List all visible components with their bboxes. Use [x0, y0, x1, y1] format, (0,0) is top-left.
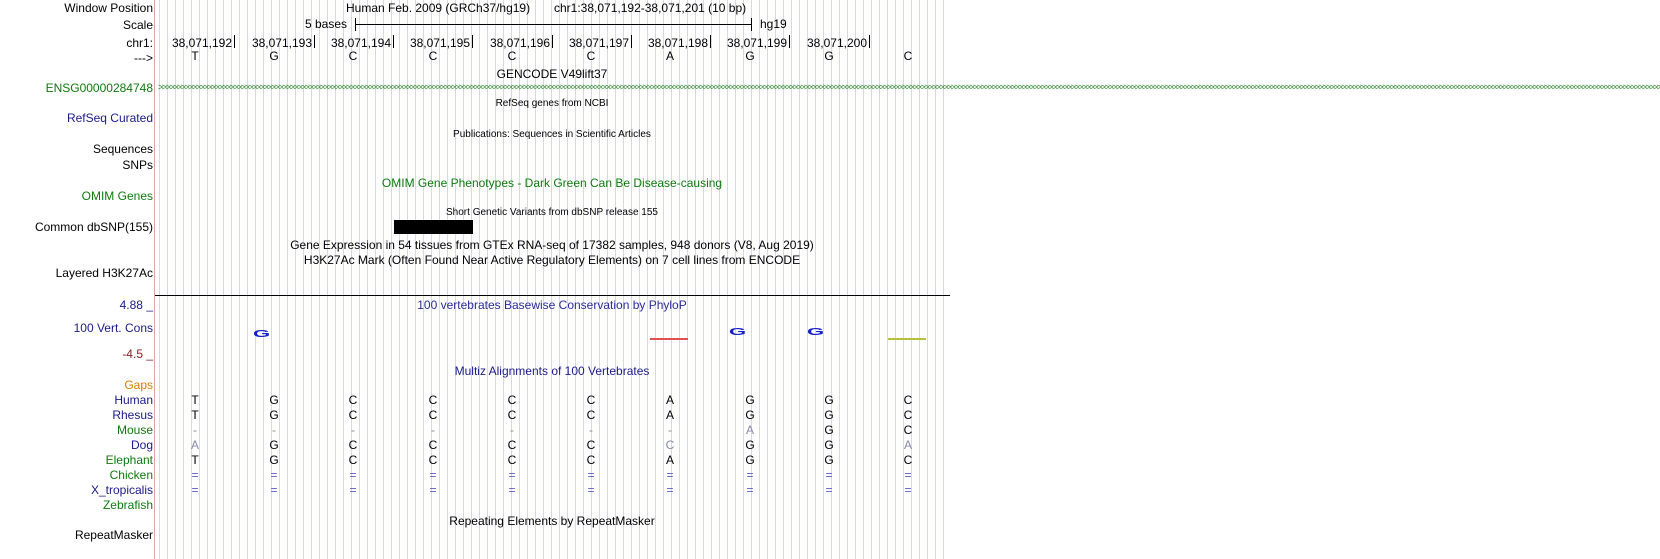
reference-base: G: [269, 49, 279, 63]
alignment-base: C: [507, 408, 517, 422]
gtex-track-title: Gene Expression in 54 tissues from GTEx RNA-seq of 17382 samples, 948 donors (V8, Aug 2019): [290, 238, 814, 252]
alignment-base: -: [668, 423, 672, 437]
scale-label: Scale: [122, 18, 153, 32]
alignment-base: C: [903, 423, 913, 437]
alignment-base: =: [508, 468, 516, 482]
alignment-base: =: [746, 468, 754, 482]
ruler-coordinate: 38,071,193: [251, 36, 312, 50]
alignment-base: -: [193, 423, 197, 437]
alignment-base: A: [665, 408, 674, 422]
label-divider: [154, 0, 155, 559]
sequences-label[interactable]: Sequences: [92, 142, 153, 156]
alignment-base: G: [824, 453, 834, 467]
alignment-base: =: [429, 468, 437, 482]
alignment-base: C: [348, 438, 358, 452]
repeatmasker-track-title: Repeating Elements by RepeatMasker: [449, 514, 655, 528]
alignment-base: -: [351, 423, 355, 437]
alignment-base: =: [825, 468, 833, 482]
snps-label[interactable]: SNPs: [122, 158, 153, 172]
ruler-coordinate: 38,071,195: [409, 36, 470, 50]
gencode-track-title: GENCODE V49lift37: [496, 67, 608, 81]
alignment-base: =: [587, 468, 595, 482]
publications-track-title: Publications: Sequences in Scientific Articles: [453, 129, 651, 140]
alignment-base: C: [586, 438, 596, 452]
ruler-tick: [552, 35, 553, 48]
position-title: chr1:38,071,192-38,071,201 (10 bp): [554, 1, 747, 15]
refseq-curated-label[interactable]: RefSeq Curated: [66, 111, 153, 125]
assembly-title: Human Feb. 2009 (GRCh37/hg19): [346, 1, 531, 15]
alignment-base: =: [587, 483, 595, 497]
alignment-base: C: [348, 408, 358, 422]
species-label-rhesus[interactable]: Rhesus: [112, 408, 153, 422]
alignment-base: =: [429, 483, 437, 497]
alignment-base: A: [665, 453, 674, 467]
alignment-base: =: [191, 483, 199, 497]
ruler-tick: [234, 35, 235, 48]
alignment-base: C: [348, 453, 358, 467]
conservation-low-mark: [888, 338, 926, 340]
ruler-coordinate: 38,071,199: [726, 36, 787, 50]
alignment-base: =: [666, 468, 674, 482]
reference-base: A: [665, 49, 674, 63]
alignment-base: =: [191, 468, 199, 482]
species-label-x-tropicalis[interactable]: X_tropicalis: [90, 483, 153, 497]
ruler-tick: [710, 35, 711, 48]
species-label-mouse[interactable]: Mouse: [116, 423, 153, 437]
cons-max-label: 4.88 _: [119, 298, 153, 312]
alignment-base: C: [903, 393, 913, 407]
scale-db-text: hg19: [760, 17, 787, 31]
dbsnp-variant[interactable]: [394, 220, 473, 234]
alignment-base: =: [904, 483, 912, 497]
repeatmasker-label[interactable]: RepeatMasker: [74, 528, 153, 542]
reference-base: G: [824, 49, 834, 63]
alignment-base: G: [745, 408, 755, 422]
multiz-track-title: Multiz Alignments of 100 Vertebrates: [454, 364, 650, 378]
alignment-base: =: [825, 483, 833, 497]
ruler-tick: [789, 35, 790, 48]
alignment-base: A: [190, 438, 199, 452]
ruler-tick: [631, 35, 632, 48]
cons-min-label: -4.5 _: [122, 347, 153, 361]
window-position-label: Window Position: [64, 1, 153, 15]
alignment-base: T: [191, 408, 199, 422]
alignment-base: G: [824, 408, 834, 422]
conservation-axis-line: [155, 295, 950, 296]
alignment-base: G: [269, 393, 279, 407]
alignment-base: C: [903, 408, 913, 422]
alignment-base: C: [428, 393, 438, 407]
alignment-base: =: [349, 483, 357, 497]
reference-base: C: [507, 49, 517, 63]
scale-bases-text: 5 bases: [305, 17, 348, 31]
refseq-track-title: RefSeq genes from NCBI: [495, 98, 609, 109]
gencode-gene-feature[interactable]: >>>>>>>>>>>>>>>>>>>>>>>>>>>>>>>>>>>>>>>>>>>>>>>>>>>>>>>>>>>>>>>>>>>>>>>>>>>>>>>>>>>>>>>>>>>>>>>>>>>>>>>>>>>>>>>>>>>>>>>>>>>>>>>>>>>>>>>>>>>>>>>>>>>>>>>>>>>>>>>>>>>>>>>>>>>>>>>>>>>>>>>>>>>>>>>>>>>>>>>>>>>>>>>>>>>>>>>>>>>>>>>>>>>>>>>>>>>>>>>>>>>>>>>>>>>>>>>>>>>>>>>>>>>>>>>>>>>>>>>>>>>>>>>>>>>>>>>>>>>>>>>>>>>>>>>>>>>>>>>>>>>>>>>>>>>>>>>>>>>>>>>>>>>>>>>>>>>>>>>>>>>>>>>>>>>>>>>>>>>>>>>>>>>>>>>>>>>>>>>>: [158, 82, 1660, 92]
alignment-base: C: [586, 453, 596, 467]
gaps-label: Gaps: [124, 378, 153, 392]
conservation-low-mark: [650, 338, 688, 340]
ruler-tick: [393, 35, 394, 48]
vert-cons-label[interactable]: 100 Vert. Cons: [73, 321, 153, 335]
alignment-base: G: [745, 453, 755, 467]
ruler-tick: [472, 35, 473, 48]
h3k27ac-track-title: H3K27Ac Mark (Often Found Near Active Regulatory Elements) on 7 cell lines from ENCODE: [303, 253, 801, 267]
conservation-logo-g: G: [253, 328, 271, 340]
alignment-base: C: [428, 408, 438, 422]
strand-arrow-label: --->: [134, 51, 153, 65]
ruler-coordinate: 38,071,194: [330, 36, 391, 50]
scale-bar-right-tick: [751, 18, 752, 31]
alignment-base: G: [745, 438, 755, 452]
alignment-base: C: [348, 393, 358, 407]
alignment-base: C: [665, 438, 675, 452]
alignment-base: -: [272, 423, 276, 437]
ruler-tick: [314, 35, 315, 48]
alignment-base: =: [904, 468, 912, 482]
ruler-coordinate: 38,071,197: [568, 36, 629, 50]
alignment-base: T: [191, 453, 199, 467]
alignment-base: -: [431, 423, 435, 437]
ruler-coordinate: 38,071,198: [647, 36, 708, 50]
omim-genes-label[interactable]: OMIM Genes: [81, 189, 153, 203]
alignment-base: C: [507, 453, 517, 467]
alignment-base: C: [428, 438, 438, 452]
alignment-base: G: [269, 453, 279, 467]
layered-h3k27ac-label[interactable]: Layered H3K27Ac: [55, 266, 153, 280]
scale-bar: [355, 24, 751, 25]
common-dbsnp-label[interactable]: Common dbSNP(155): [34, 220, 153, 234]
alignment-base: T: [191, 393, 199, 407]
reference-base: C: [586, 49, 596, 63]
alignment-base: C: [586, 393, 596, 407]
alignment-base: =: [270, 468, 278, 482]
alignment-base: =: [666, 483, 674, 497]
ruler-coordinate: 38,071,200: [806, 36, 867, 50]
species-label-chicken[interactable]: Chicken: [109, 468, 153, 482]
alignment-base: =: [270, 483, 278, 497]
alignment-base: G: [269, 438, 279, 452]
alignment-base: G: [824, 393, 834, 407]
alignment-base: -: [589, 423, 593, 437]
alignment-base: C: [507, 393, 517, 407]
alignment-base: =: [746, 483, 754, 497]
alignment-base: C: [903, 453, 913, 467]
chrom-label: chr1:: [126, 36, 153, 50]
alignment-base: A: [665, 393, 674, 407]
alignment-base: G: [745, 393, 755, 407]
alignment-base: G: [824, 423, 834, 437]
species-label-human[interactable]: Human: [114, 393, 153, 407]
dbsnp-track-title: Short Genetic Variants from dbSNP release 155: [446, 207, 658, 218]
reference-base: C: [348, 49, 358, 63]
alignment-base: G: [269, 408, 279, 422]
phylop-track-title: 100 vertebrates Basewise Conservation by PhyloP: [417, 298, 687, 312]
alignment-base: A: [903, 438, 912, 452]
gene-id-link[interactable]: ENSG00000284748: [45, 81, 153, 95]
ruler-coordinate: 38,071,192: [171, 36, 232, 50]
reference-base: T: [191, 49, 199, 63]
alignment-base: C: [586, 408, 596, 422]
alignment-base: -: [510, 423, 514, 437]
conservation-logo-g: G: [729, 326, 747, 338]
species-label-zebrafish[interactable]: Zebrafish: [102, 498, 153, 512]
conservation-logo-g: G: [807, 326, 825, 338]
ruler-coordinate: 38,071,196: [489, 36, 550, 50]
alignment-base: =: [508, 483, 516, 497]
alignment-base: C: [507, 438, 517, 452]
species-label-dog[interactable]: Dog: [130, 438, 153, 452]
alignment-base: =: [349, 468, 357, 482]
alignment-base: C: [428, 453, 438, 467]
ruler-tick: [869, 35, 870, 48]
omim-track-title: OMIM Gene Phenotypes - Dark Green Can Be Disease-causing: [381, 176, 723, 190]
reference-base: G: [745, 49, 755, 63]
alignment-base: G: [824, 438, 834, 452]
species-label-elephant[interactable]: Elephant: [105, 453, 153, 467]
reference-base: C: [428, 49, 438, 63]
reference-base: C: [903, 49, 913, 63]
alignment-base: A: [745, 423, 754, 437]
